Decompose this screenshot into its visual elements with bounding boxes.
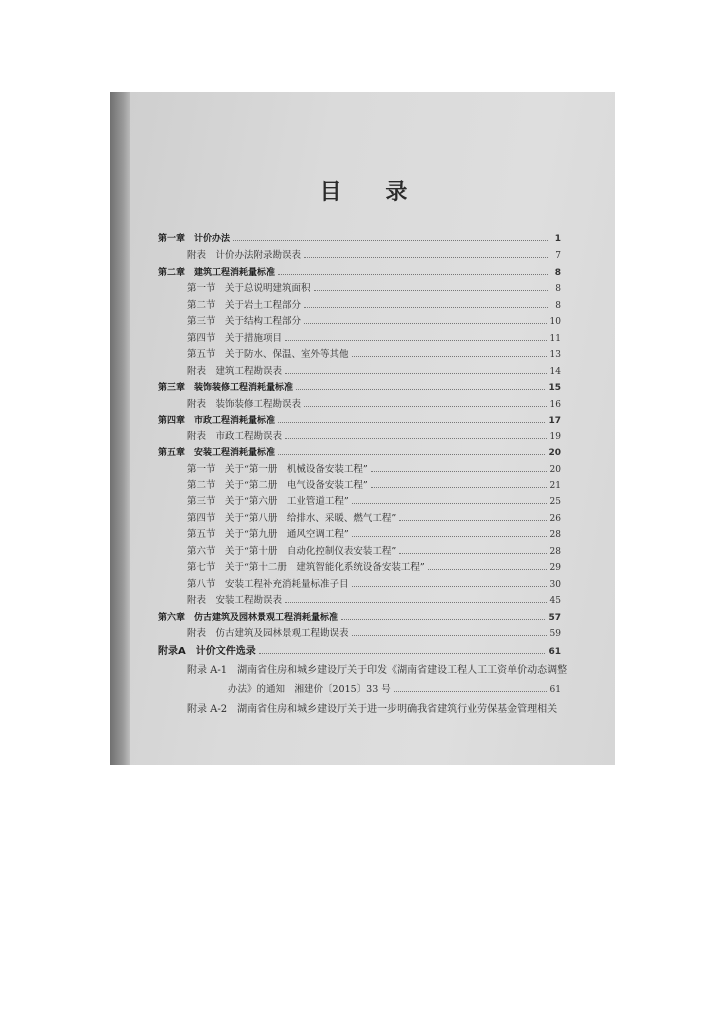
toc-entry-label: 第四节 关于措施项目 (187, 333, 283, 344)
toc-title: 目 录 (319, 179, 426, 205)
dot-leader (314, 290, 548, 291)
toc-page-number: 10 (549, 317, 561, 327)
toc-entry (187, 330, 561, 344)
toc-entry (187, 559, 561, 573)
toc-entry (187, 576, 561, 590)
toc-entry-label: 第二节 关于“第二册 电气设备安装工程” (187, 480, 368, 491)
toc-entry-label: 第三章 装饰装修工程消耗量标准 (158, 383, 294, 393)
toc-page-number: 57 (548, 613, 561, 623)
dot-leader (304, 257, 548, 258)
toc-entry-label: 第三节 关于“第六册 工业管道工程” (187, 496, 349, 507)
toc-page-number: 21 (549, 481, 561, 491)
dot-leader (259, 653, 546, 654)
dot-leader (399, 520, 546, 521)
dot-leader (233, 240, 548, 241)
dot-leader (278, 454, 545, 455)
toc-entry-label: 附录A 计价文件选录 (158, 646, 256, 657)
toc-chapter-entry (158, 230, 561, 244)
toc-page-number: 45 (549, 596, 561, 606)
toc-entry-label: 第五节 关于“第九册 通风空调工程” (187, 529, 349, 540)
dot-leader (352, 586, 547, 587)
toc-page-number: 14 (549, 367, 561, 377)
dot-leader (399, 553, 546, 554)
toc-entry-label: 第五节 关于防水、保温、室外等其他 (187, 349, 349, 360)
toc-entry-label: 第四章 市政工程消耗量标准 (158, 416, 276, 426)
dot-leader (371, 487, 547, 488)
toc-entry (187, 625, 561, 639)
toc-entry (187, 247, 561, 261)
toc-entry (187, 313, 561, 327)
toc-entry-label: 第六章 仿古建筑及园林景观工程消耗量标准 (158, 613, 339, 623)
dot-leader (285, 373, 547, 374)
toc-page-number: 28 (549, 547, 561, 557)
dot-leader (304, 406, 547, 407)
toc-entry (187, 701, 561, 715)
photographed-page (110, 92, 615, 765)
toc-entry-label: 第七节 关于“第十二册 建筑智能化系统设备安装工程” (187, 562, 425, 573)
toc-list (130, 92, 615, 765)
toc-entry-label: 附录 A-1 湖南省住房和城乡建设厅关于印发《湖南省建设工程人工工资单价动态调整 (187, 665, 568, 676)
toc-entry (187, 592, 561, 606)
toc-entry (187, 493, 561, 507)
toc-page-number: 11 (549, 334, 561, 344)
toc-page-number: 25 (549, 497, 561, 507)
dot-leader (304, 307, 548, 308)
dot-leader (278, 274, 548, 275)
toc-page-number: 8 (554, 268, 561, 278)
toc-entry-label: 第一节 关于总说明建筑面积 (187, 283, 311, 294)
toc-entry-label: 第二章 建筑工程消耗量标准 (158, 268, 276, 278)
toc-page-number: 8 (555, 284, 561, 294)
toc-page-number: 17 (548, 416, 561, 426)
toc-entry-label: 附表 建筑工程勘误表 (187, 366, 283, 377)
toc-entry-label: 第五章 安装工程消耗量标准 (158, 448, 276, 458)
toc-entry-label: 第六节 关于“第十册 自动化控制仪表安装工程” (187, 546, 397, 557)
dot-leader (352, 503, 547, 504)
toc-page-number: 61 (548, 647, 561, 657)
toc-page-number: 19 (549, 432, 561, 442)
dot-leader (285, 602, 547, 603)
toc-page-number: 15 (548, 383, 561, 393)
toc-entry (187, 280, 561, 294)
toc-chapter-entry (158, 609, 561, 623)
toc-page-number: 20 (548, 448, 561, 458)
toc-entry-label: 第三节 关于结构工程部分 (187, 316, 302, 327)
dot-leader (285, 340, 547, 341)
toc-chapter-entry (158, 264, 561, 278)
toc-entry (187, 510, 561, 524)
toc-page-number: 8 (555, 301, 561, 311)
toc-entry-label: 附表 装饰装修工程勘误表 (187, 399, 302, 410)
dot-leader (371, 471, 547, 472)
toc-page-number: 16 (549, 400, 561, 410)
toc-entry-label: 第一章 计价办法 (158, 234, 231, 244)
dot-leader (285, 438, 547, 439)
dot-leader (352, 536, 547, 537)
toc-chapter-entry (158, 643, 561, 657)
toc-entry (187, 477, 561, 491)
toc-page-number: 13 (549, 350, 561, 360)
toc-page-number: 61 (549, 685, 561, 695)
dot-leader (341, 619, 545, 620)
toc-chapter-entry (158, 412, 561, 426)
toc-chapter-entry (158, 444, 561, 458)
toc-chapter-entry (158, 379, 561, 393)
toc-page-number: 28 (549, 530, 561, 540)
toc-entry (187, 363, 561, 377)
dot-leader (296, 389, 545, 390)
toc-entry-label: 办法》的通知 湘建价〔2015〕33 号 (228, 684, 391, 695)
dot-leader (278, 422, 545, 423)
toc-page-number: 1 (554, 234, 561, 244)
toc-entry-label: 附录 A-2 湖南省住房和城乡建设厅关于进一步明确我省建筑行业劳保基金管理相关 (187, 704, 558, 715)
toc-page (130, 92, 615, 765)
toc-entry (187, 461, 561, 475)
toc-entry-label: 附表 仿古建筑及园林景观工程勘误表 (187, 628, 349, 639)
dot-leader (304, 323, 547, 324)
toc-entry (187, 662, 568, 676)
toc-entry (187, 543, 561, 557)
toc-entry (187, 396, 561, 410)
toc-entry (187, 428, 561, 442)
toc-entry-label: 附表 计价办法附录勘误表 (187, 250, 302, 261)
toc-page-number: 59 (549, 629, 561, 639)
toc-page-number: 7 (555, 251, 561, 261)
dot-leader (428, 569, 547, 570)
toc-page-number: 26 (549, 514, 561, 524)
dot-leader (352, 356, 547, 357)
toc-entry-label: 第二节 关于岩土工程部分 (187, 300, 302, 311)
toc-entry-label: 第四节 关于“第八册 给排水、采暖、燃气工程” (187, 513, 397, 524)
toc-entry (228, 681, 561, 695)
toc-entry-label: 附表 市政工程勘误表 (187, 431, 283, 442)
toc-page-number: 20 (549, 465, 561, 475)
toc-page-number: 30 (549, 580, 561, 590)
toc-entry (187, 346, 561, 360)
toc-entry-label: 第一节 关于“第一册 机械设备安装工程” (187, 464, 368, 475)
dot-leader (352, 635, 547, 636)
toc-entry (187, 297, 561, 311)
toc-entry (187, 526, 561, 540)
toc-entry-label: 第八节 安装工程补充消耗量标准子目 (187, 579, 349, 590)
toc-page-number: 29 (549, 563, 561, 573)
dot-leader (394, 691, 547, 692)
toc-entry-label: 附表 安装工程勘误表 (187, 595, 283, 606)
